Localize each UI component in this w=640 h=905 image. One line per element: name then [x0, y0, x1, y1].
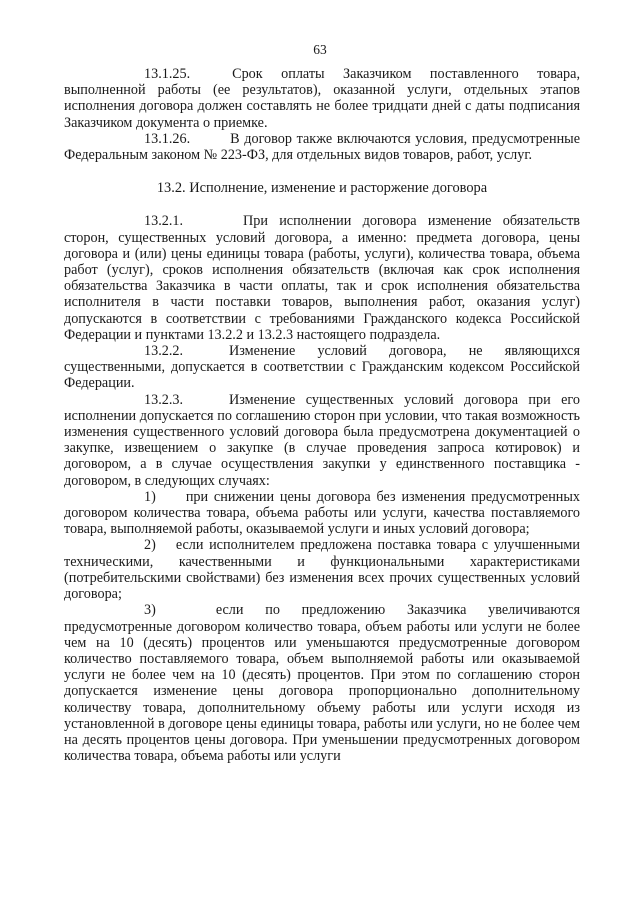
clause-text: В договор также включаются условия, предусмотренные Федеральным законом № 223-ФЗ, для отдельных видов товаров, работ, услуг.	[64, 130, 580, 164]
section-heading-13-2: 13.2. Исполнение, изменение и расторжение договора	[156, 180, 488, 197]
clause-text: Изменение существенных условий договора при его исполнении допускается по соглашению сторон при условии, что такая возможность изменения существенного условий договора была предусмотрена документацией о закупке, извещением о закупке (в случае проведения запроса котировок) и договором, а в случае осуществления закупки у единственного поставщика - договором, в следующих случаях:	[64, 391, 580, 489]
clause-13-1-26	[64, 131, 580, 163]
list-item-3	[64, 602, 580, 764]
list-item-text: при снижении цены договора без изменения предусмотренных договором количества товара, объема работы или услуги, качества поставляемого товара, выполняемой работы, оказываемой услуги и иных условий договора;	[64, 488, 580, 538]
clause-13-2-2	[64, 343, 580, 392]
clause-text: Срок оплаты Заказчиком поставленного товара, выполненной работы (ее результатов), оказанной услуги, отдельных этапов исполнения договора должен составлять не более тридцати дней с даты подписания Заказчиком документа о приемке.	[64, 66, 580, 131]
clause-number: 13.2.2.	[144, 343, 184, 360]
list-item-1	[64, 489, 580, 538]
list-item-2	[64, 537, 580, 602]
document-body	[64, 66, 580, 764]
list-item-text: если по предложению Заказчика увеличиваются предусмотренные договором количество товара, объем работы или услуги не более чем на 10 (десять) процентов или уменьшаются предусмотренные договором количество поставляемого товара, объем выполняемой работы или оказываемой услуги не более чем на 10 (десять) процентов. При этом по соглашению сторон допускается изменение цены договора пропорционально дополнительному количеству товара, дополнительному объему работы или услуги исходя из установленной в договоре цены единицы товара, работы или услуги, но не более чем на десять процентов цены договора. При уменьшении предусмотренных договором количества товара, объема работы или услуги	[64, 602, 580, 765]
clause-13-2-1	[64, 213, 580, 343]
list-item-number: 3)	[144, 602, 156, 619]
clause-number: 13.1.26.	[144, 130, 191, 147]
clause-13-2-3	[64, 392, 580, 489]
clause-13-1-25	[64, 66, 580, 131]
page-number: 63	[313, 42, 327, 57]
list-item-text: если исполнителем предложена поставка товара с улучшенными техническими, качественными и функциональными характеристиками (потребительскими свойствами) без изменения всех прочих существенных условий договора;	[64, 537, 580, 603]
clause-text: При исполнении договора изменение обязательств сторон, существенных условий договора, а именно: предмета договора, цены договора и (или) цены единицы товара (работы, услуги), количества товара, объема работ (услуг), сроков исполнения обязательств (включая как срок исполнения обязательства Заказчика в части оплаты, так и срок исполнения обязательства исполнителя в части поставки товаров, выполнения работ, оказания услуг) допускаются в соответствии с требованиями Гражданского кодекса Российской Федерации и пунктами 13.2.2 и 13.2.3 настоящего подраздела.	[64, 213, 580, 343]
clause-number: 13.2.3.	[144, 391, 184, 408]
clause-number: 13.2.1.	[144, 213, 184, 230]
clause-text: Изменение условий договора, не являющихся существенными, допускается в соответствии с Гражданским кодексом Российской Федерации.	[64, 343, 580, 392]
list-item-number: 2)	[144, 537, 156, 554]
clause-number: 13.1.25.	[144, 66, 191, 82]
list-item-number: 1)	[144, 488, 156, 505]
